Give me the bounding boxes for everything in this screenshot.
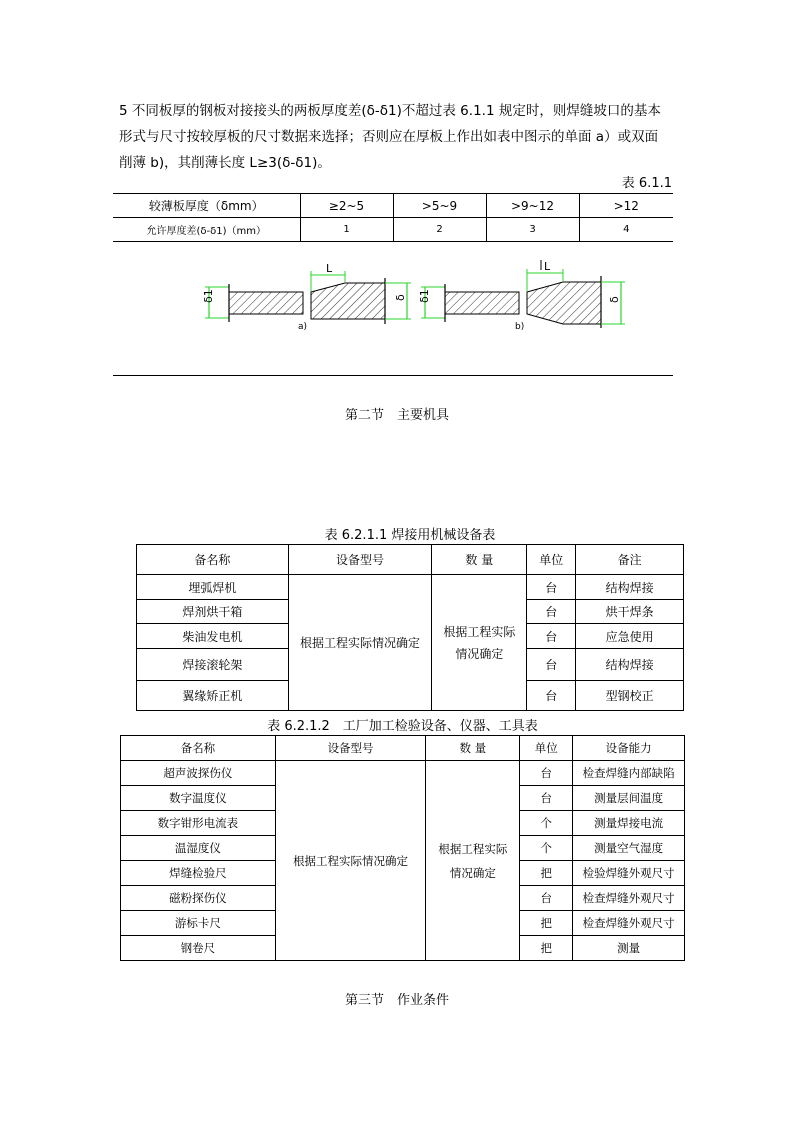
table-header-cell: 数 量: [426, 736, 520, 761]
thickness-diff-table: [113, 193, 673, 242]
table-header-cell: 备名称: [137, 545, 289, 575]
delta-label: δ: [394, 294, 407, 301]
intro-paragraph: [119, 98, 679, 176]
figure-a: [202, 262, 411, 332]
table-row: [113, 218, 673, 242]
equipment-name: 翼缘矫正机: [137, 681, 289, 711]
qty-line-2: 情况确定: [449, 865, 496, 880]
table-row: [137, 575, 684, 600]
table-cell: 较薄板厚度（δmm）: [113, 194, 300, 218]
qty-line-1: 根据工程实际: [443, 624, 516, 639]
table-cell: >5~9: [393, 194, 486, 218]
unit-cell: 台: [527, 624, 576, 649]
unit-cell: 台: [520, 786, 573, 811]
figure-b: [418, 260, 625, 332]
table-cell: ≥2~5: [300, 194, 393, 218]
table-header-cell: 单位: [527, 545, 576, 575]
table-header-cell: 设备型号: [288, 545, 432, 575]
note-cell: 测量层间温度: [573, 786, 685, 811]
caption-b: b): [515, 322, 525, 332]
table1-label: 表 6.1.1: [621, 176, 672, 191]
qty-line-2: 情况确定: [455, 646, 504, 661]
table-header-row: [137, 545, 684, 575]
caption-a: a): [298, 322, 308, 332]
table-header-cell: 数 量: [432, 545, 527, 575]
table-header-cell: 设备能力: [573, 736, 685, 761]
note-cell: 检查焊缝内部缺陷: [573, 761, 685, 786]
table-header-cell: 备注: [576, 545, 684, 575]
thick-plate: [311, 283, 385, 319]
table-cell: 2: [393, 218, 486, 242]
table-header-cell: 备名称: [121, 736, 276, 761]
paragraph-line-2: 形式与尺寸按较厚板的尺寸数据来选择；否则应在厚板上作出如表中图示的单面 a）或双面: [119, 129, 659, 145]
note-cell: 测量空气湿度: [573, 836, 685, 861]
model-merged-cell: 根据工程实际情况确定: [275, 761, 426, 961]
equipment-name: 埋弧焊机: [137, 575, 289, 600]
table-header-row: [121, 736, 685, 761]
unit-cell: 台: [527, 575, 576, 600]
divider: [113, 375, 673, 376]
note-cell: 测量焊接电流: [573, 811, 685, 836]
unit-cell: 把: [520, 911, 573, 936]
unit-cell: 台: [527, 681, 576, 711]
unit-cell: 个: [520, 836, 573, 861]
unit-cell: 台: [520, 761, 573, 786]
unit-cell: 个: [520, 811, 573, 836]
equipment-name: 焊剂烘干箱: [137, 600, 289, 624]
table-cell: >12: [579, 194, 673, 218]
table-cell: >9~12: [486, 194, 579, 218]
delta1-label: δ1: [418, 289, 431, 303]
note-cell: 检查焊缝外观尺寸: [573, 911, 685, 936]
equipment-name: 柴油发电机: [137, 624, 289, 649]
L-label: L: [544, 260, 551, 273]
equipment-name: 温湿度仪: [121, 836, 276, 861]
table2-caption: 表 6.2.1.1 焊接用机械设备表: [324, 528, 496, 543]
thick-plate: [527, 282, 601, 324]
table-row: [113, 194, 673, 218]
delta1-label: δ1: [202, 289, 215, 303]
table-cell: 1: [300, 218, 393, 242]
L-label: L: [326, 262, 333, 275]
table-cell: 3: [486, 218, 579, 242]
section3-title: 第三节 作业条件: [344, 993, 449, 1008]
note-cell: 型钢校正: [576, 681, 684, 711]
table-cell: 4: [579, 218, 673, 242]
qty-line-1: 根据工程实际: [438, 841, 508, 856]
table-cell: 允许厚度差(δ-δ1)（mm）: [113, 218, 300, 242]
unit-cell: 台: [520, 886, 573, 911]
thin-plate: [229, 292, 303, 314]
table3-caption: 表 6.2.1.2 工厂加工检验设备、仪器、工具表: [267, 719, 538, 734]
equipment-name: 钢卷尺: [121, 936, 276, 961]
thin-plate: [445, 292, 519, 314]
inspection-equipment-table: [120, 735, 685, 961]
note-cell: 检查焊缝外观尺寸: [573, 886, 685, 911]
model-merged-cell: 根据工程实际情况确定: [288, 575, 432, 711]
table-header-cell: 设备型号: [275, 736, 426, 761]
qty-merged-cell: [432, 575, 527, 711]
note-cell: 烘干焊条: [576, 600, 684, 624]
equipment-name: 焊接滚轮架: [137, 649, 289, 681]
table-row: [121, 761, 685, 786]
unit-cell: 把: [520, 861, 573, 886]
bevel-figure: [195, 258, 635, 338]
paragraph-line-3: 削薄 b)，其削薄长度 L≥3(δ-δ1)。: [119, 155, 331, 171]
equipment-name: 超声波探伤仪: [121, 761, 276, 786]
welding-equipment-table: [136, 544, 684, 711]
equipment-name: 数字钳形电流表: [121, 811, 276, 836]
section2-title: 第二节 主要机具: [344, 408, 449, 423]
equipment-name: 焊缝检验尺: [121, 861, 276, 886]
note-cell: 应急使用: [576, 624, 684, 649]
delta-label: δ: [608, 296, 621, 303]
unit-cell: 把: [520, 936, 573, 961]
equipment-name: 磁粉探伤仪: [121, 886, 276, 911]
qty-merged-cell: [426, 761, 520, 961]
equipment-name: 数字温度仪: [121, 786, 276, 811]
unit-cell: 台: [527, 600, 576, 624]
note-cell: 检验焊缝外观尺寸: [573, 861, 685, 886]
note-cell: 测量: [573, 936, 685, 961]
unit-cell: 台: [527, 649, 576, 681]
table-header-cell: 单位: [520, 736, 573, 761]
paragraph-line-1: 5 不同板厚的钢板对接接头的两板厚度差(δ-δ1)不超过表 6.1.1 规定时，则焊缝坡口的基本: [119, 103, 661, 119]
equipment-name: 游标卡尺: [121, 911, 276, 936]
note-cell: 结构焊接: [576, 575, 684, 600]
note-cell: 结构焊接: [576, 649, 684, 681]
